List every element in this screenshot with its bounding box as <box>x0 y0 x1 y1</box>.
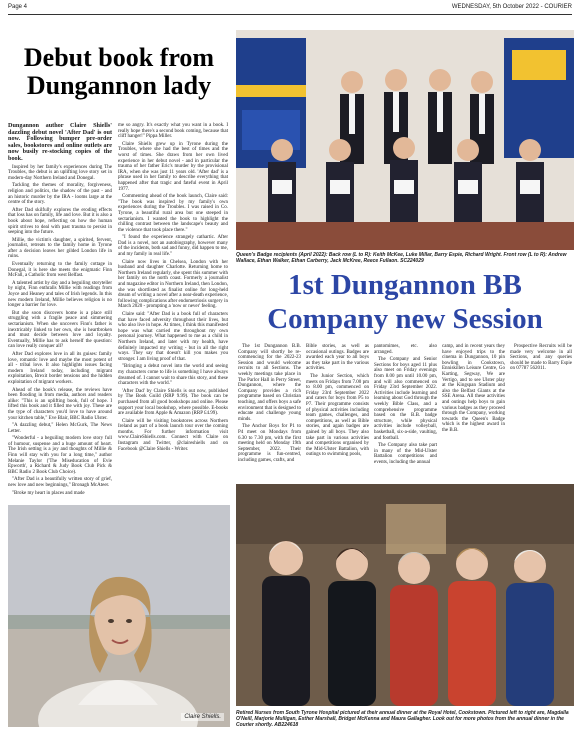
page-number: Page 4 <box>8 4 28 10</box>
debut-paragraph: Claire said: "After Dad is a book full of characters that have faced adversity throughout their lives, but who also live in hope. At times, I think this manifested hope was what carried me throughout my own personal journey. What happened to me as a child in Northern Ireland, and later with my health, have definitely impacted my writing - but in all the right ways. They say that doesn't kill you makes you stronger. I am living proof of that. <box>118 312 228 362</box>
bb-paragraph: The Junior Section, which meets on Fridays from 7.00 pm to 8.00 pm, commenced on Friday 23rd September 2022 and caters for boys from P5 to P7. Their programme consists of physical activities including team games, challenges, and competitions, as well as Bible stories, and again badges are gained by all boys. They also take part in various activities and competitions organised by the Mid-Ulster Battalion, with outings to swimming pools, <box>306 373 369 458</box>
debut-intro: Dungannon author Claire Shiells' dazzling debut novel 'After Dad' is out now. Following bumper pre-order sales, bookstores and online outlets are now busily re-stocking copies of the book. <box>8 122 112 162</box>
debut-paragraph: After Dad explores love in all its guises: family love, romantic love and maybe the most potent of all - tribal love. It also highlights issues facing modern Ireland today, including migrant exploitation, Brexit border tensions and the hidden exploitation of migrant workers. <box>8 351 112 385</box>
author-portrait-illustration <box>8 505 230 727</box>
bb-column-4 <box>442 344 505 436</box>
queens-badge-group-illustration <box>236 30 574 250</box>
debut-paragraph: "After Dad is a beautifully written story of grief, new love and new beginnings," Bronagh McAteer. <box>8 477 112 489</box>
debut-paragraph: Inspired by her family's experiences during The Troubles, the debut is an uplifting love story set in modern-day Northern Ireland and Donegal. <box>8 164 112 181</box>
bb-paragraph: Bible stories, as well as occasional outings. Badges are awarded each year to all boys as they take part in the various activities. <box>306 344 369 372</box>
author-photo-caption: Claire Shiells. <box>181 713 224 721</box>
bb-headline-line1: 1st Dungannon BB <box>288 269 522 301</box>
debut-paragraph: Claire Shiells grew up in Tyrone during the Troubles, where she had the best of times and the worst of times. She draws from her own lived experience in her debut novel - and in particular the trauma of her father Eric's murder by the provisional IRA, when she was just 11 years old. 'After dad' is a phrase used in her family to describe everything that happened after that tragic and fateful event in April 1977. <box>118 141 228 192</box>
debut-paragraph: Tackling the themes of morality, forgiveness, religion and politics, the shadow of the past - and an historic murder by the IRA - looms large at the centre of the story. <box>8 183 112 206</box>
debut-paragraph: Millie, the victim's daughter, a spirited, fervent, journalist, retreats to the family home in Tyrone after a decision leaves her gilded London life in ruins. <box>8 237 112 260</box>
bb-paragraph: The Anchor Boys for P1 to P4 meet on Mondays from 6.30 to 7.30 pm, with the first meeting held on Monday 19th September, 2022. Their programme is fun-centred, including games, crafts, and <box>238 424 301 463</box>
debut-paragraph: me so angry. It's exactly what you want in a book. I really hope there's a second book coming, because that cliff hanger!" Pippa Miller. <box>118 123 228 140</box>
debut-column-a <box>8 123 112 498</box>
queens-badge-photo <box>236 30 574 250</box>
debut-paragraph: But she soon discovers home is a place still struggling with a fragile peace and simmering sectarianism. When she uncovers Finn's father is inextricably linked to her own, she is heartbroken and must decide between love and loyalty. Eventually, Millie has to ask herself the question: can love really conquer all? <box>8 310 112 350</box>
bb-headline <box>236 268 574 336</box>
bb-paragraph: Prospective Recruits will be made very welcome in all Sections, and any queries should be made to Barry Espie on 07787 562011. <box>510 344 572 372</box>
bb-paragraph: The Company and Senior Sections for boys aged 11 plus also meet on Friday evenings from 8.00 pm until 10.00 pm, and will also commenced on Friday 23rd September 2022. Activities include learning and learning about God through the weekly Bible Class, and a comprehensive programme based on the B.B. badge structure, while physical activities include volleyball, basketball, six-a-side, vaulting, and football. <box>374 357 437 441</box>
debut-headline-line2: Dungannon lady <box>26 71 212 100</box>
retired-nurses-photo <box>236 484 574 706</box>
bb-paragraph: pantomimes, etc. also arranged. <box>374 344 437 355</box>
debut-paragraph: After Dad skilfully explores the eroding effects that loss has on family, life and love. But it is also a book about hope, reflecting on how the human spirit strives to deal with past trauma to persist in seeping into the future. <box>8 207 112 236</box>
debut-paragraph: "Bringing a debut novel into the world and seeing my characters come to life is something I have always dreamed of. I cannot wait to share this story, and these characters with the world." <box>118 364 228 387</box>
page-header <box>8 3 572 15</box>
bb-column-5 <box>510 344 572 374</box>
bb-paragraph: The 1st Dungannon B.B. Company will shortly be re-commencing for the 2022-23 Session and would welcome recruits to all Sections. The weekly meetings take place in The Parlor Hall in Perry Street, Dungannon, where the Company provides a rich programme based on Christian teaching, and offers boys a safe environment that is designed to educate and challenge young minds. <box>238 344 301 422</box>
debut-paragraph: Claire now lives in Chelsea, London with her husband and daughter Charlotte. Returning home to Northern Ireland regularly, she spent this summer with her family on the north coast. Formerly a journalist and magazine editor in Northern Ireland, then London, she was shortlisted as finalist online for long-held dream of writing a novel after a near-death experience, following complications after endometriosis surgery in March 2020 - prompting a 'now or never' feeling. <box>118 259 228 310</box>
page-dateline: WEDNESDAY, 5th October 2022 - COURIER <box>451 4 572 10</box>
debut-paragraph: Ahead of the book's release, the reviews have been flooding in from media, authors and readers alike: "This is an uplifting book, full of hope. I lifted this book and it filled me with joy. These are the type of characters you'd love to have around your kitchen table," Eve Blair, BBC Radio Ulster. <box>8 387 112 421</box>
bb-column-1 <box>238 344 301 465</box>
bb-headline-line2: Company new Session <box>267 303 543 335</box>
debut-paragraph: Commenting ahead of the book launch, Claire said: "The book was inspired by my family's own experiences during the Troubles. I was raised in Co. Tyrone, a beautiful rural area but one steeped in sectarianism. I wanted the book to highlight the chilling contrast between the landscape's beauty and the violence that took place there." <box>118 194 228 233</box>
debut-paragraph: 'After Dad' by Claire Shiells is out now, published by The Book Guild (RRP 9.99). The book can be purchased from all good bookshops and online. Please support your local bookshop, where possible. E-books are available from Apple & Amazon (RRP £4.99). <box>118 388 228 417</box>
debut-paragraph: A talented artist by day and a beguiling storyteller by night, Finn enthralls Millie with readings from Joyce and Heaney and tales of Irish legends. In this new modern Ireland, Millie believes religion is no longer a barrier for love. <box>8 280 112 309</box>
debut-paragraph: Claire will be visiting bookstores across Northern Ireland as part of a book launch tour over the coming months. For further information visit www.ClaireShiells.com. Connect with Claire on Instagram and Twitter, @claireshiells and on Facebook @Claire Shiells - Writer. <box>118 418 228 452</box>
debut-column-b <box>118 123 228 454</box>
debut-paragraph: Eventually returning to the family cottage in Donegal, it is here she meets the enigmatic Finn McFall, a Catholic from west Belfast. <box>8 262 112 279</box>
debut-headline-line1: Debut book from <box>23 43 215 72</box>
debut-paragraph: "I found the experience strangely cathartic. After Dad is a novel, not an autobiography, however many of the incidents, both sad and funny, did happen to me, and my family in real life." <box>118 235 228 258</box>
bb-paragraph: camp, and in recent years they have enjoyed trips to the cinema in Dungannon, 10 pin bowling in Cookstown, Enniskillen Leisure Centre, Go Karting, Segway, We are Vertigo, and to see Ulster play at the Kingspan Stadium and also the Belfast Giants at the SSE Arena. All these activities and outings help boys to gain various badges as they proceed through the Company, working towards the Queen's Badge which is the highest award in the B.B. <box>442 344 505 433</box>
retired-nurses-illustration <box>236 484 574 706</box>
author-photo <box>8 505 230 727</box>
bb-column-2 <box>306 344 369 460</box>
debut-paragraph: "A dazzling debut," Helen McGurk, The News Letter. <box>8 423 112 434</box>
queens-badge-caption: Queen's Badge recipients (April 2022): Back row (L to R): Keith McKee, Luke Millar, Barry Espie, Richard Wright. Front row (L to R): Andrew Wallace, Ethan Walker, Ethan Carberry, Jack McKree, Reece Fullaon. SC224029 <box>236 252 567 264</box>
debut-paragraph: "Broke my heart in places and made <box>12 490 85 496</box>
debut-paragraph: "Wonderful - a beguiling modern love story full of humour, suspense and a huge amount of heart. The Irish setting is a joy and thoughts of Millie & Finn will stay with you for a long time," author Melanie Taylor ('The Miseducation of Evie Epworth', a Richard & Judy Book Club Pick & BBC Radio 2 Book Club Choice). <box>8 436 112 475</box>
retired-nurses-caption: Retired Nurses from South Tyrone Hospital pictured at their annual dinner at the Royal Hotel, Cookstown. Pictured left to right are, Magdalla O'Neill, Marjorie Mulligan, Esther Marshall, Bridget McKenna and Maura Gallagher. Look out for more photos from the annual dinner in the Courier shortly. AB224618 <box>236 710 569 728</box>
bb-paragraph: The Company also take part in many of the Mid-Ulster Battalion competitions and events, including the annual <box>374 443 437 465</box>
bb-column-3 <box>374 344 437 467</box>
debut-headline <box>8 44 230 100</box>
